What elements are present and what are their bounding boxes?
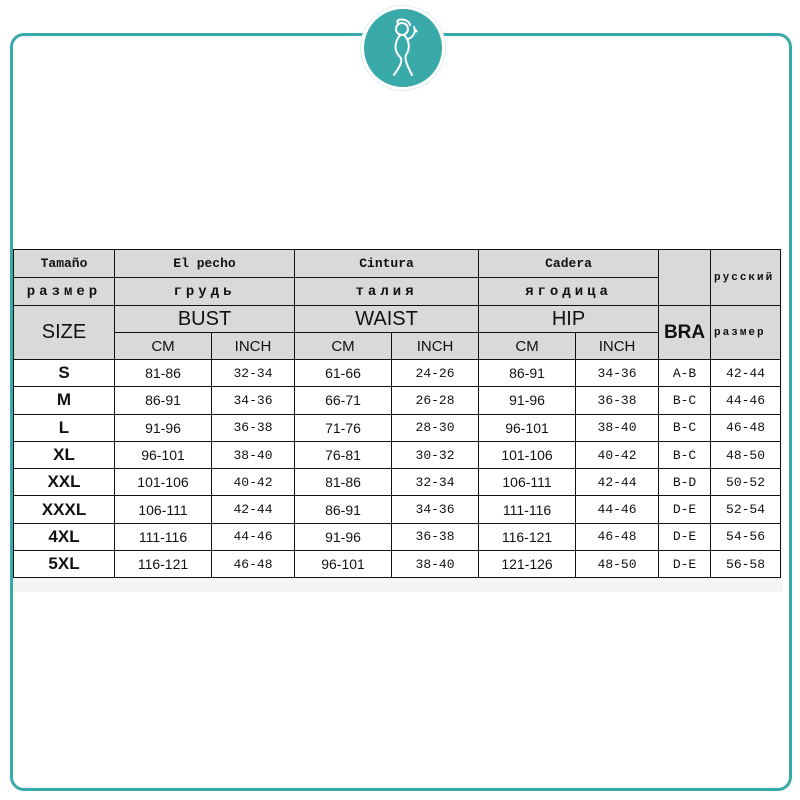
bust-inch-cell: 46-48 [212,551,295,578]
waist-inch-cell: 36-38 [392,523,479,550]
bust-cm-cell: 81-86 [115,360,212,387]
bra-cell: D-E [659,551,711,578]
bra-cell: B-D [659,469,711,496]
grud-header: грудь [115,278,295,306]
waist-inch-cell: 34-36 [392,496,479,523]
waist-header: WAIST [295,306,479,333]
russkiy-header: русский [711,250,781,306]
cintura-header: Cintura [295,250,479,278]
waist-inch-cell: 38-40 [392,551,479,578]
table-row [14,469,781,496]
size-chart [13,249,783,592]
bra-cell: D-E [659,496,711,523]
hip-cm-cell: 101-106 [479,441,576,468]
woman-silhouette-icon [361,6,445,90]
size-cell: XL [14,441,115,468]
bra-header: BRA [659,306,711,360]
waist-inch-cell: 24-26 [392,360,479,387]
size-chart-table [13,249,781,578]
bust-cm-cell: 106-111 [115,496,212,523]
hip-cm-cell: 86-91 [479,360,576,387]
waist-inch-cell: 30-32 [392,441,479,468]
hip-inch-cell: 48-50 [576,551,659,578]
hip-cm-cell: 116-121 [479,523,576,550]
bust-cm-header: CM [115,333,212,360]
waist-cm-cell: 86-91 [295,496,392,523]
hip-inch-cell: 46-48 [576,523,659,550]
cadera-header: Cadera [479,250,659,278]
hip-cm-cell: 96-101 [479,414,576,441]
hip-cm-header: CM [479,333,576,360]
ru-size-cell: 46-48 [711,414,781,441]
ru-size-cell: 50-52 [711,469,781,496]
table-row [14,496,781,523]
waist-cm-cell: 96-101 [295,551,392,578]
hip-inch-cell: 42-44 [576,469,659,496]
hip-cm-cell: 106-111 [479,469,576,496]
hip-header: HIP [479,306,659,333]
table-row [14,414,781,441]
bra-cell: A-B [659,360,711,387]
bust-cm-cell: 96-101 [115,441,212,468]
bust-header: BUST [115,306,295,333]
bra-cell: B-C [659,441,711,468]
waist-cm-cell: 76-81 [295,441,392,468]
table-row [14,551,781,578]
waist-cm-cell: 71-76 [295,414,392,441]
razmer-header: размер [14,278,115,306]
yagoditsa-header: ягодица [479,278,659,306]
razmer-ru-header: размер [711,306,781,360]
waist-cm-header: CM [295,333,392,360]
bust-inch-cell: 34-36 [212,387,295,414]
bust-cm-cell: 91-96 [115,414,212,441]
bust-cm-cell: 86-91 [115,387,212,414]
bust-inch-cell: 36-38 [212,414,295,441]
waist-inch-cell: 28-30 [392,414,479,441]
size-cell: L [14,414,115,441]
size-header: SIZE [14,306,115,360]
waist-cm-cell: 91-96 [295,523,392,550]
size-cell: 4XL [14,523,115,550]
hip-cm-cell: 91-96 [479,387,576,414]
bra-blank-header [659,250,711,306]
ru-size-cell: 44-46 [711,387,781,414]
waist-cm-cell: 61-66 [295,360,392,387]
waist-cm-cell: 66-71 [295,387,392,414]
ru-size-cell: 42-44 [711,360,781,387]
table-row [14,441,781,468]
table-row [14,523,781,550]
table-row [14,360,781,387]
hip-inch-cell: 34-36 [576,360,659,387]
el-pecho-header: El pecho [115,250,295,278]
bust-inch-cell: 42-44 [212,496,295,523]
waist-inch-cell: 26-28 [392,387,479,414]
hip-inch-cell: 44-46 [576,496,659,523]
hip-inch-cell: 40-42 [576,441,659,468]
bra-cell: D-E [659,523,711,550]
bust-inch-header: INCH [212,333,295,360]
bust-inch-cell: 32-34 [212,360,295,387]
size-cell: M [14,387,115,414]
waist-cm-cell: 81-86 [295,469,392,496]
ru-size-cell: 56-58 [711,551,781,578]
table-row [14,387,781,414]
bra-cell: B-C [659,414,711,441]
bust-cm-cell: 116-121 [115,551,212,578]
ru-size-cell: 52-54 [711,496,781,523]
hip-inch-cell: 38-40 [576,414,659,441]
ru-size-cell: 48-50 [711,441,781,468]
bra-cell: B-C [659,387,711,414]
bust-inch-cell: 44-46 [212,523,295,550]
bust-inch-cell: 38-40 [212,441,295,468]
hip-inch-cell: 36-38 [576,387,659,414]
size-cell: S [14,360,115,387]
taliya-header: талия [295,278,479,306]
hip-inch-header: INCH [576,333,659,360]
hip-cm-cell: 121-126 [479,551,576,578]
bust-cm-cell: 111-116 [115,523,212,550]
hip-cm-cell: 111-116 [479,496,576,523]
bust-cm-cell: 101-106 [115,469,212,496]
size-cell: XXL [14,469,115,496]
size-cell: 5XL [14,551,115,578]
waist-inch-header: INCH [392,333,479,360]
waist-inch-cell: 32-34 [392,469,479,496]
ru-size-cell: 54-56 [711,523,781,550]
size-cell: XXXL [14,496,115,523]
tamano-header: Tamaño [14,250,115,278]
bust-inch-cell: 40-42 [212,469,295,496]
